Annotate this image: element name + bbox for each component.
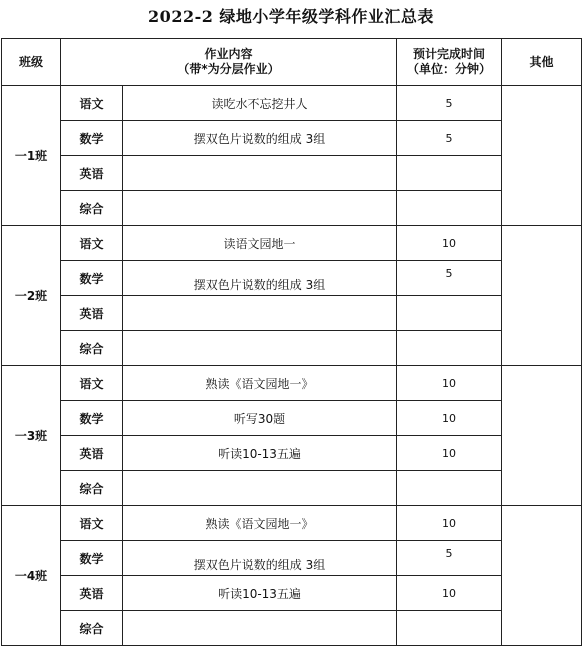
time-cell: 5 <box>397 541 502 576</box>
task-cell: 听读10-13五遍 <box>123 436 397 471</box>
other-cell <box>502 226 582 366</box>
time-cell: 10 <box>397 436 502 471</box>
time-cell: 10 <box>397 401 502 436</box>
time-cell: 10 <box>397 576 502 611</box>
subject-cell: 数学 <box>61 541 123 576</box>
task-cell: 摆双色片说数的组成 3组 <box>123 261 397 296</box>
table-row <box>2 541 582 576</box>
subject-cell: 语文 <box>61 366 123 401</box>
table-row <box>2 86 582 121</box>
class-name-cell: 一3班 <box>2 366 61 506</box>
task-cell: 熟读《语文园地一》 <box>123 506 397 541</box>
task-cell: 听读10-13五遍 <box>123 576 397 611</box>
table-row <box>2 471 582 506</box>
time-cell <box>397 611 502 646</box>
time-cell: 10 <box>397 506 502 541</box>
task-cell <box>123 331 397 366</box>
subject-cell: 综合 <box>61 471 123 506</box>
table-row <box>2 296 582 331</box>
table-row <box>2 331 582 366</box>
time-cell: 5 <box>397 121 502 156</box>
table-row <box>2 191 582 226</box>
task-cell <box>123 191 397 226</box>
table-row <box>2 366 582 401</box>
homework-summary-table <box>1 38 582 646</box>
table-row <box>2 436 582 471</box>
header-other: 其他 <box>502 39 582 86</box>
table-row <box>2 156 582 191</box>
header-content: 作业内容 （带*为分层作业） <box>61 39 397 86</box>
table-row <box>2 401 582 436</box>
other-cell <box>502 366 582 506</box>
subject-cell: 综合 <box>61 191 123 226</box>
task-cell: 读吃水不忘挖井人 <box>123 86 397 121</box>
task-cell: 摆双色片说数的组成 3组 <box>123 121 397 156</box>
task-cell <box>123 296 397 331</box>
header-time: 预计完成时间 （单位：分钟） <box>397 39 502 86</box>
subject-cell: 语文 <box>61 86 123 121</box>
table-row <box>2 226 582 261</box>
task-cell: 读语文园地一 <box>123 226 397 261</box>
time-cell: 5 <box>397 261 502 296</box>
table-row <box>2 506 582 541</box>
time-cell <box>397 331 502 366</box>
subject-cell: 英语 <box>61 156 123 191</box>
task-cell: 听写30题 <box>123 401 397 436</box>
subject-cell: 语文 <box>61 506 123 541</box>
class-name-cell: 一4班 <box>2 506 61 646</box>
task-cell <box>123 471 397 506</box>
header-class: 班级 <box>2 39 61 86</box>
task-cell <box>123 611 397 646</box>
time-cell: 5 <box>397 86 502 121</box>
subject-cell: 英语 <box>61 296 123 331</box>
subject-cell: 英语 <box>61 576 123 611</box>
time-cell <box>397 191 502 226</box>
page-title: 2022-2 绿地小学年级学科作业汇总表 <box>148 7 434 26</box>
task-cell <box>123 156 397 191</box>
task-cell: 摆双色片说数的组成 3组 <box>123 541 397 576</box>
subject-cell: 数学 <box>61 401 123 436</box>
class-name-cell: 一2班 <box>2 226 61 366</box>
time-cell <box>397 296 502 331</box>
subject-cell: 数学 <box>61 121 123 156</box>
time-cell: 10 <box>397 226 502 261</box>
table-row <box>2 576 582 611</box>
class-name-cell: 一1班 <box>2 86 61 226</box>
table-row <box>2 261 582 296</box>
subject-cell: 数学 <box>61 261 123 296</box>
other-cell <box>502 506 582 646</box>
time-cell <box>397 471 502 506</box>
table-header-row <box>2 39 582 86</box>
subject-cell: 语文 <box>61 226 123 261</box>
table-row <box>2 121 582 156</box>
other-cell <box>502 86 582 226</box>
task-cell: 熟读《语文园地一》 <box>123 366 397 401</box>
table-row <box>2 611 582 646</box>
subject-cell: 综合 <box>61 331 123 366</box>
time-cell: 10 <box>397 366 502 401</box>
subject-cell: 英语 <box>61 436 123 471</box>
time-cell <box>397 156 502 191</box>
subject-cell: 综合 <box>61 611 123 646</box>
